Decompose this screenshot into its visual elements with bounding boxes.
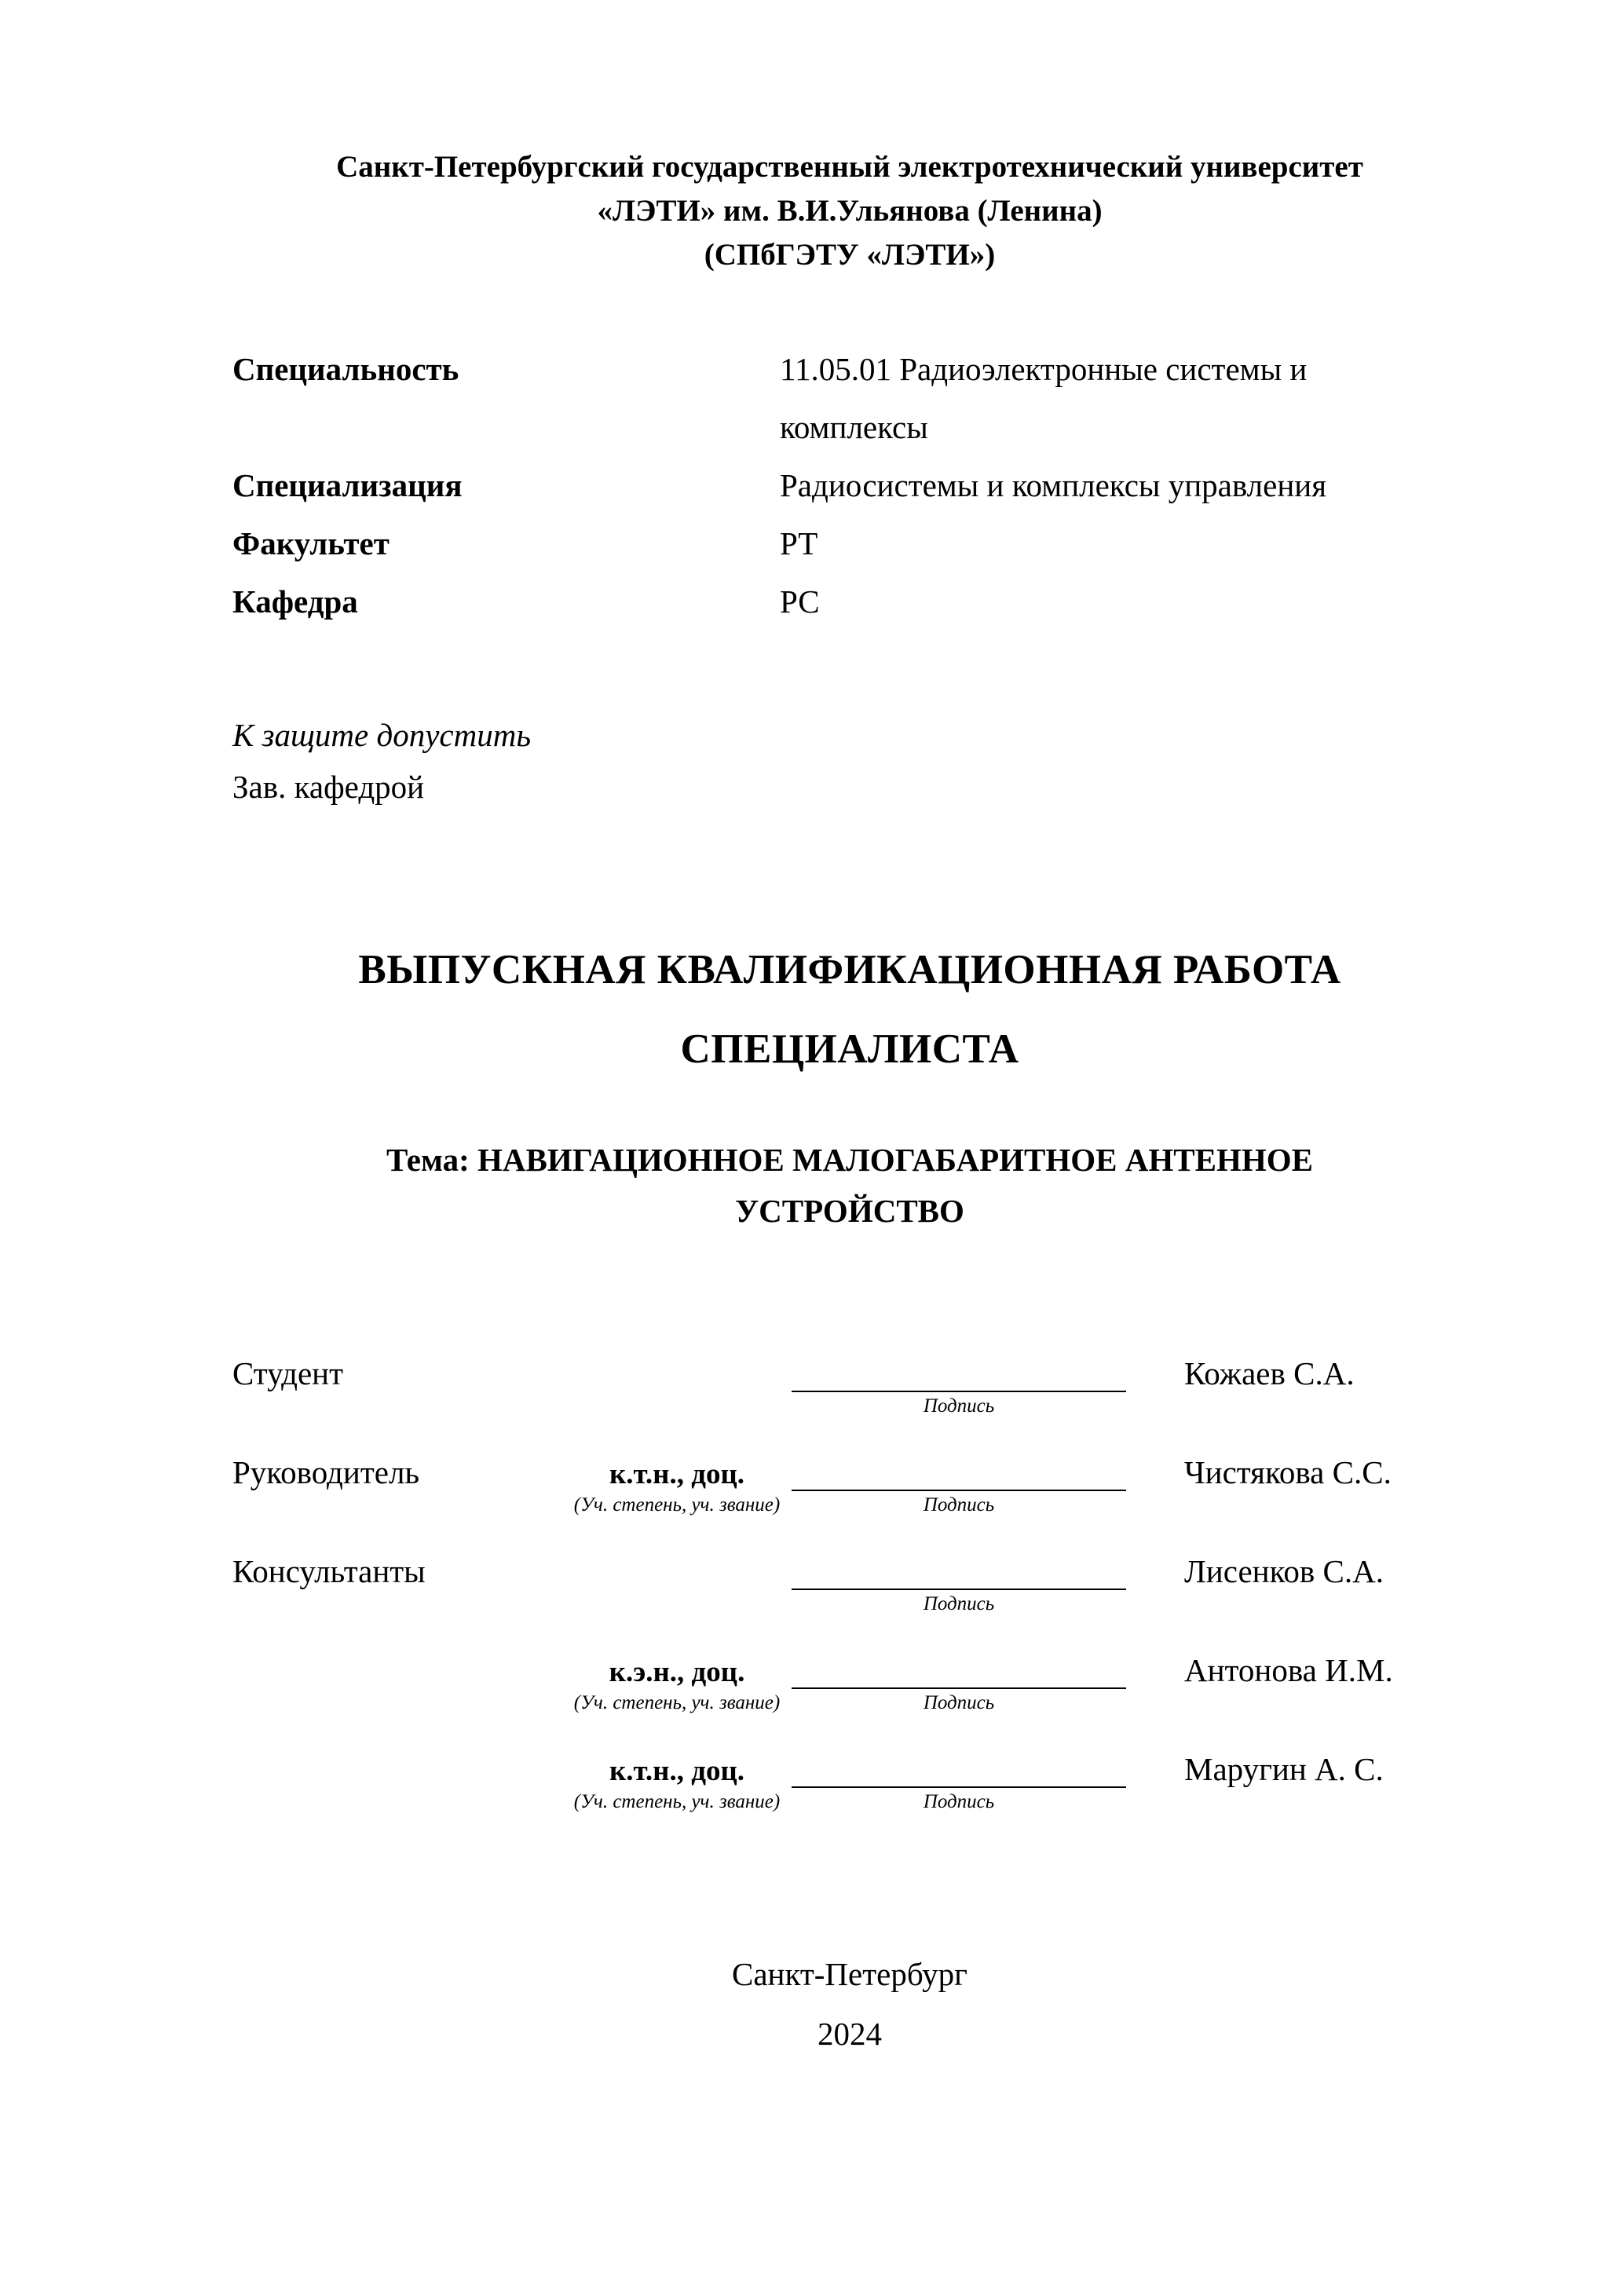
year-label: 2024 xyxy=(817,2016,882,2052)
detail-value: 11.05.01 Радиоэлектронные системы и комплексы xyxy=(780,351,1308,445)
signature-field xyxy=(792,1652,1126,1713)
admission-block xyxy=(232,709,1467,813)
topic-line: Тема: НАВИГАЦИОННОЕ МАЛОГАБАРИТНОЕ АНТЕННОЕ xyxy=(386,1142,1313,1178)
signature-row-consultant-3 xyxy=(232,1750,1467,1812)
degree-text: к.т.н., доц. xyxy=(609,1755,745,1787)
signature-row-consultant-2 xyxy=(232,1651,1467,1713)
university-abbreviation-line: (СПбГЭТУ «ЛЭТИ») xyxy=(704,238,996,272)
university-name-line: Санкт-Петербургский государственный электротехнический университет xyxy=(336,150,1363,184)
signature-name: Кожаев С.А. xyxy=(1184,1355,1355,1391)
signature-line xyxy=(792,1751,1126,1788)
topic-title xyxy=(232,1135,1467,1237)
signature-line xyxy=(792,1454,1126,1491)
signature-section xyxy=(232,1355,1467,1812)
footer-block xyxy=(232,1944,1467,2064)
signature-row-supervisor xyxy=(232,1453,1467,1515)
signature-line xyxy=(792,1553,1126,1590)
signature-field xyxy=(792,1553,1126,1614)
signature-degree xyxy=(562,1457,792,1515)
signature-role: Консультанты xyxy=(232,1553,426,1589)
work-title-line: СПЕЦИАЛИСТА xyxy=(680,1026,1019,1072)
signature-caption: Подпись xyxy=(923,1692,995,1713)
detail-value: РС xyxy=(780,583,820,620)
city-label: Санкт-Петербург xyxy=(732,1956,967,1992)
detail-row-speciality xyxy=(232,340,1467,456)
signature-field xyxy=(792,1454,1126,1515)
detail-value: РТ xyxy=(780,525,818,561)
degree-caption: (Уч. степень, уч. звание) xyxy=(573,1692,781,1713)
work-title xyxy=(232,930,1467,1089)
signature-caption: Подпись xyxy=(923,1593,995,1614)
university-name-line: «ЛЭТИ» им. В.И.Ульянова (Ленина) xyxy=(597,194,1103,228)
signature-name: Маругин А. С. xyxy=(1184,1751,1384,1787)
detail-row-department xyxy=(232,572,1467,631)
detail-value: Радиосистемы и комплексы управления xyxy=(780,467,1327,503)
signature-field xyxy=(792,1751,1126,1812)
degree-caption: (Уч. степень, уч. звание) xyxy=(573,1791,781,1812)
work-title-line: ВЫПУСКНАЯ КВАЛИФИКАЦИОННАЯ РАБОТА xyxy=(358,947,1341,993)
degree-text: к.т.н., доц. xyxy=(609,1458,745,1490)
signature-caption: Подпись xyxy=(923,1494,995,1515)
signature-role: Студент xyxy=(232,1355,344,1391)
speciality-details xyxy=(232,340,1467,631)
detail-label: Специализация xyxy=(232,467,463,503)
signature-degree xyxy=(562,1754,792,1812)
signature-name: Лисенков С.А. xyxy=(1184,1553,1384,1589)
university-header xyxy=(232,145,1467,277)
degree-text: к.э.н., доц. xyxy=(609,1656,745,1688)
detail-row-specialization xyxy=(232,456,1467,514)
detail-row-faculty xyxy=(232,514,1467,572)
admission-statement: К защите допустить xyxy=(232,717,531,753)
degree-caption: (Уч. степень, уч. звание) xyxy=(573,1494,781,1515)
department-head-label: Зав. кафедрой xyxy=(232,769,425,805)
detail-label: Специальность xyxy=(232,351,459,387)
signature-name: Чистякова С.С. xyxy=(1184,1454,1392,1490)
signature-degree xyxy=(562,1655,792,1713)
detail-label: Кафедра xyxy=(232,583,358,620)
signature-row-consultant-1 xyxy=(232,1552,1467,1614)
signature-caption: Подпись xyxy=(923,1395,995,1417)
signature-field xyxy=(792,1355,1126,1417)
signature-row-student xyxy=(232,1355,1467,1417)
topic-line: УСТРОЙСТВО xyxy=(735,1193,964,1229)
signature-line xyxy=(792,1355,1126,1392)
signature-role: Руководитель xyxy=(232,1454,420,1490)
signature-line xyxy=(792,1652,1126,1689)
signature-caption: Подпись xyxy=(923,1791,995,1812)
signature-name: Антонова И.М. xyxy=(1184,1652,1393,1688)
detail-label: Факультет xyxy=(232,525,390,561)
